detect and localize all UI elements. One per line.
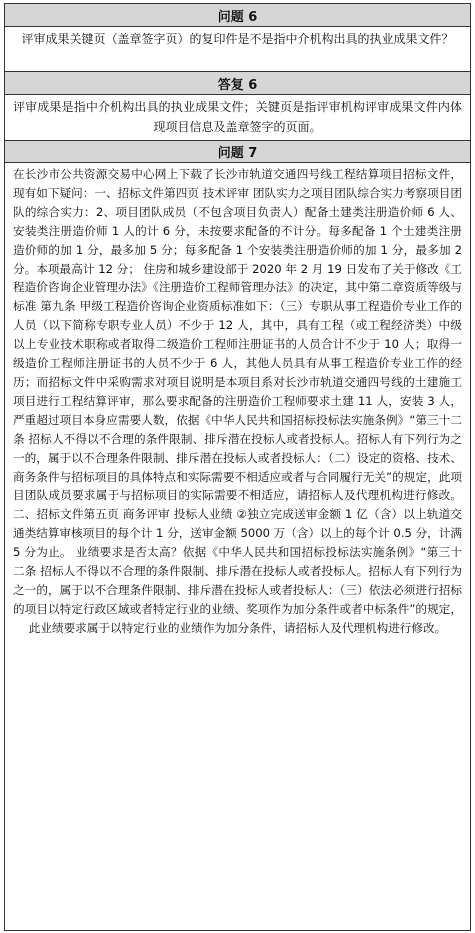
question-6-title: 问题 6 (217, 9, 258, 25)
question-7-text: 在长沙市公共资源交易中心网上下载了长沙市轨道交通四号线工程结算项目招标文件，现有如下疑问：一、招标文件第四页 技术评审 团队实力之项目团队综合实力考察项目团队的综合实力：2、项目团队成员（不包含项目负责人）配备土建类注册造价师 6 人、安装类注册造价师 1 人的计 6 分，未按要求配备的不计分。每多配备 1 个土建类注册造价师的加 1 分，最多加 5 分；每多配备 1 个安装类注册造价师的加 1 分，最多加 2 分。本项最高计 12 分； 住房和城乡建设部于 2020 年 2 月 19 日发布了关于修改《工程造价咨询企业管理办法》《注册造价工程师管理办法》的决定，其中第二章资质等级与标准 第九条 甲级工程造价咨询企业资质标准如下：（三）专职从事工程造价专业工作的人员（以下简称专职专业人员）不少于 12 人，其中，具有工程（或工程经济类）中级以上专业技术职称或者取得二级造价工程师注册证书的人员合计不少于 10 人；取得一级造价工程师注册证书的人员不少于 6 人，其他人员具有从事工程造价专业工作的经历；而招标文件中采购需求对项目说明是本项目系对长沙市轨道交通四号线的土建施工项目进行工程结算评审，那么要求配备的注册造价工程师要求土建 11 人，安装 3 人，严重超过项目本身应需要人数，依据《中华人民共和国招标投标法实施条例》“第三十二条 招标人不得以不合理的条件限制、排斥潜在投标人或者投标人。招标人有下列行为之一的，属于以不合理条件限制、排斥潜在投标人或者投标人：（二）设定的资格、技术、商务条件与招标项目的具体特点和实际需要不相适应或者与合同履行无关”的规定，此项目团队成员要求属于与招标项目的实际需要不相适应，请招标人及代理机构进行修改。 二、招标文件第五页 商务评审 投标人业绩 ②独立完成送审金额 1 亿（含）以上轨道交通类结算审核项目的每个计 1 分，送审金额 5000 万（含）以上的每个计 0.5 分，计满 5 分为止。 业绩要求是否太高？依据《中华人民共和国招标投标法实施条例》“第三十二条 招标人不得以不合理的条件限制、排斥潜在投标人或者投标人。招标人有下列行为之一的，属于以不合理条件限制、排斥潜在投标人或者投标人：（三）依法必须进行招标的项目以特定行政区域或者特定行业的业绩、奖项作为加分条件或者中标条件”的规定，此业绩要求属于以特定行业的业绩作为加分条件，请招标人及代理机构进行修改。 (13, 167, 462, 635)
question-6-text: 评审成果关键页（盖章签字页）的复印件是不是指中介机构出具的执业成果文件？ (5, 27, 470, 72)
answer-6-header (5, 72, 470, 95)
qa-table (4, 3, 471, 931)
answer-6-title: 答复 6 (217, 77, 258, 93)
question-7-header (5, 141, 470, 163)
question-6-header (5, 4, 470, 27)
answer-6-text: 评审成果是指中介机构出具的执业成果文件；关键页是指评审机构评审成果文件内体现项目信息及盖章签字的页面。 (5, 95, 470, 141)
question-7-title: 问题 7 (217, 146, 258, 161)
